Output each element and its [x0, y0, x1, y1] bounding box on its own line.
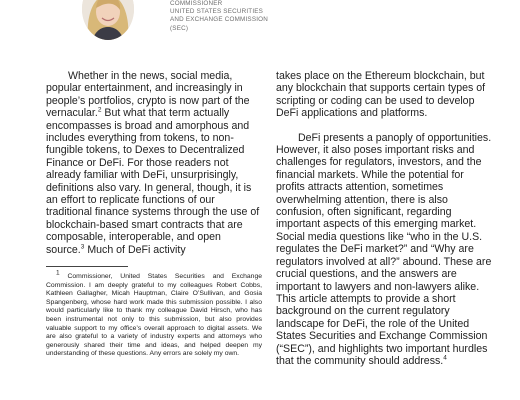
author-portrait — [82, 0, 134, 40]
defi-paragraph — [276, 132, 492, 368]
agency-line-2: AND EXCHANGE COMMISSION — [170, 16, 269, 24]
author-header — [46, 0, 476, 46]
footnote-ref-3[interactable]: 3 — [80, 243, 85, 251]
intro-text-part-1: Whether in the news, social media, popular entertainment, and increasingly in people’s portfolios, crypto is now part of the vernacular. — [46, 70, 250, 120]
defi-paragraph-text: DeFi presents a panoply of opportunities. However, it also poses important risks and challenges for regulators, investors, and the financial markets. While the potential for profits attracts attention, sometimes overwhelming attention, there is also confusion, often significant, regarding important aspects of this emerging market. Social media questions like “who in the U.S. regulates the DeFi market?” and “Why are regulators involved at all?” abound. These are crucial questions, and the answers are important to lawyers and non-lawyers alike. This article attempts to provide a short background on the current regulatory landscape for DeFi, the role of the United States Securities and Exchange Commission (“SEC”), and highlights two important hurdles that the community should address. — [276, 131, 492, 367]
footnote-ref-4[interactable]: 4 — [443, 354, 447, 362]
intro-text-part-2: But what that term actually encompasses is broad and amorphous and includes everything from tokens, to non-fungible tokens, to Dexes to Decentralized Finance or DeFi. For those readers not already familiar with DeFi, unsurprisingly, definitions also vary. In general, though, it is an effort to replicate functions of our traditional finance systems through the use of blockchain-based smart contracts that are composable, interoperable, and open source. — [46, 107, 260, 256]
footnote-marker-1: 1 — [56, 269, 60, 277]
author-title: COMMISSIONER — [170, 0, 223, 7]
author-photo-icon — [82, 0, 134, 40]
continued-paragraph: takes place on the Ethereum blockchain, but any blockchain that supports certain types of scripting or coding can be used to develop DeFi applications and platforms. — [276, 70, 486, 120]
agency-abbreviation: (SEC) — [170, 24, 189, 32]
footnote-1 — [46, 269, 263, 359]
footnote-divider — [46, 266, 128, 267]
intro-text-part-3: Much of DeFi activity — [84, 243, 186, 256]
right-column — [276, 70, 492, 367]
agency-line-1: UNITED STATES SECURITIES — [170, 8, 264, 16]
intro-paragraph — [46, 70, 262, 256]
footnote-1-text: Commissioner, United States Securities and Exchange Commission. I am deeply grateful to my colleagues Robert Cobbs, Kathleen Gallagher, Micah Hauptman, Claire O’Sullivan, and Gosia Spangenberg, whose hard work made this submission possible. I also would particularly like to thank my colleague David Hirsch, who has been instrumental not only to this submission, but also provides valuable support to my office’s overall approach to digital assets. We are also grateful to a variety of industry experts and attorneys who generously shared their time and ideas, and helped deepen my understanding of these questions. Any errors are solely my own. — [46, 273, 263, 358]
left-column — [46, 70, 262, 359]
footnote-ref-2[interactable]: 2 — [97, 106, 102, 114]
author-affiliation — [170, 0, 410, 33]
